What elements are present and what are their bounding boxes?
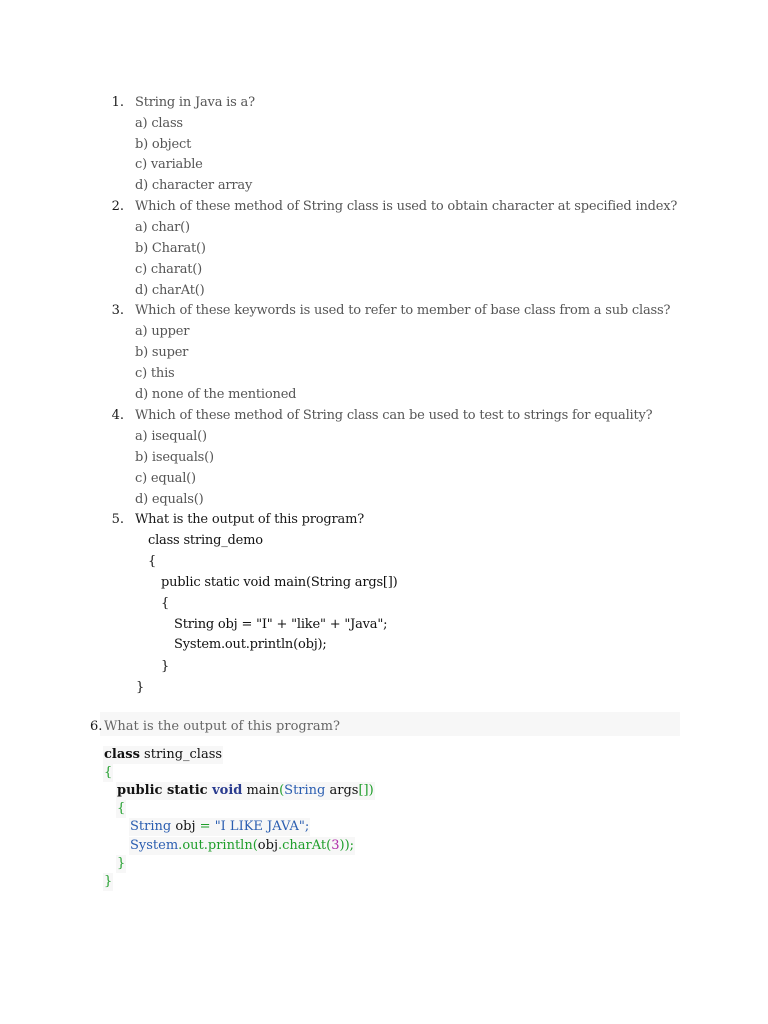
code-number: 3 [331,838,340,853]
code-line: } [136,680,145,695]
code-line [129,818,310,836]
code-paren: ( [326,838,332,853]
answer-option: a) class [135,116,183,131]
answer-option: b) Charat() [135,241,206,256]
code-line: public static void main(String args[]) [161,575,398,590]
code-line [129,837,355,855]
code-identifier: obj [257,838,278,853]
code-dot: . [277,838,283,853]
question-number: 3. [111,303,124,318]
code-identifier: string_class [139,747,223,762]
question-number: 4. [111,408,124,423]
answer-option: d) none of the mentioned [135,387,297,402]
code-identifier: out [182,838,204,853]
code-line: { [161,596,170,611]
code-line [116,855,126,873]
code-method: println [207,838,253,853]
code-brace: { [104,765,113,780]
code-keyword: public static [117,783,208,798]
code-paren: []) [358,783,374,798]
code-line: class string_demo [148,533,263,548]
question-text: Which of these method of String class can be used to test to strings for equality? [135,408,653,423]
code-line [103,764,113,782]
code-line [116,800,126,818]
code-dot: . [203,838,208,853]
question-text: What is the output of this program? [104,719,340,734]
code-method: charAt [282,838,327,853]
question-text: What is the output of this program? [135,512,364,527]
code-type: String [284,783,326,798]
code-identifier: main [242,783,280,798]
code-paren: ( [252,838,258,853]
answer-option: a) char() [135,220,190,235]
answer-option: c) this [135,366,175,381]
code-type: String [130,819,172,834]
question-number: 2. [111,199,124,214]
code-identifier: args [325,783,359,798]
question-text: Which of these method of String class is used to obtain character at specified index? [135,199,678,214]
code-paren: ( [279,783,285,798]
code-brace: { [117,801,126,816]
code-dot: . [178,838,183,853]
code-brace: } [117,856,126,871]
answer-option: b) isequals() [135,450,214,465]
answer-option: a) upper [135,324,190,339]
answer-option: d) equals() [135,492,204,507]
question-text: Which of these keywords is used to refer to member of base class from a sub class? [135,303,671,318]
code-paren: )); [339,838,355,853]
answer-option: c) variable [135,157,203,172]
code-brace: } [104,874,113,889]
code-line: String obj = "I" + "like" + "Java"; [174,617,388,632]
code-line [103,873,113,891]
answer-option: c) equal() [135,471,196,486]
code-line [103,746,223,764]
code-identifier: obj [171,819,200,834]
code-operator: = [199,819,215,834]
answer-option: c) charat() [135,262,203,277]
code-line: } [161,659,170,674]
question-number: 6. [90,719,103,734]
answer-option: d) character array [135,178,253,193]
code-line: { [148,554,157,569]
code-line: System.out.println(obj); [174,637,327,652]
answer-option: b) super [135,345,189,360]
code-line [116,782,375,800]
question-text: String in Java is a? [135,95,255,110]
code-type: System [130,838,179,853]
answer-option: a) isequal() [135,429,207,444]
code-string: "I LIKE JAVA"; [214,819,310,834]
code-keyword: class [104,747,140,762]
question-number: 1. [111,95,124,110]
answer-option: d) charAt() [135,283,205,298]
code-keyword: void [207,783,243,798]
question-number: 5. [111,512,124,527]
answer-option: b) object [135,137,192,152]
